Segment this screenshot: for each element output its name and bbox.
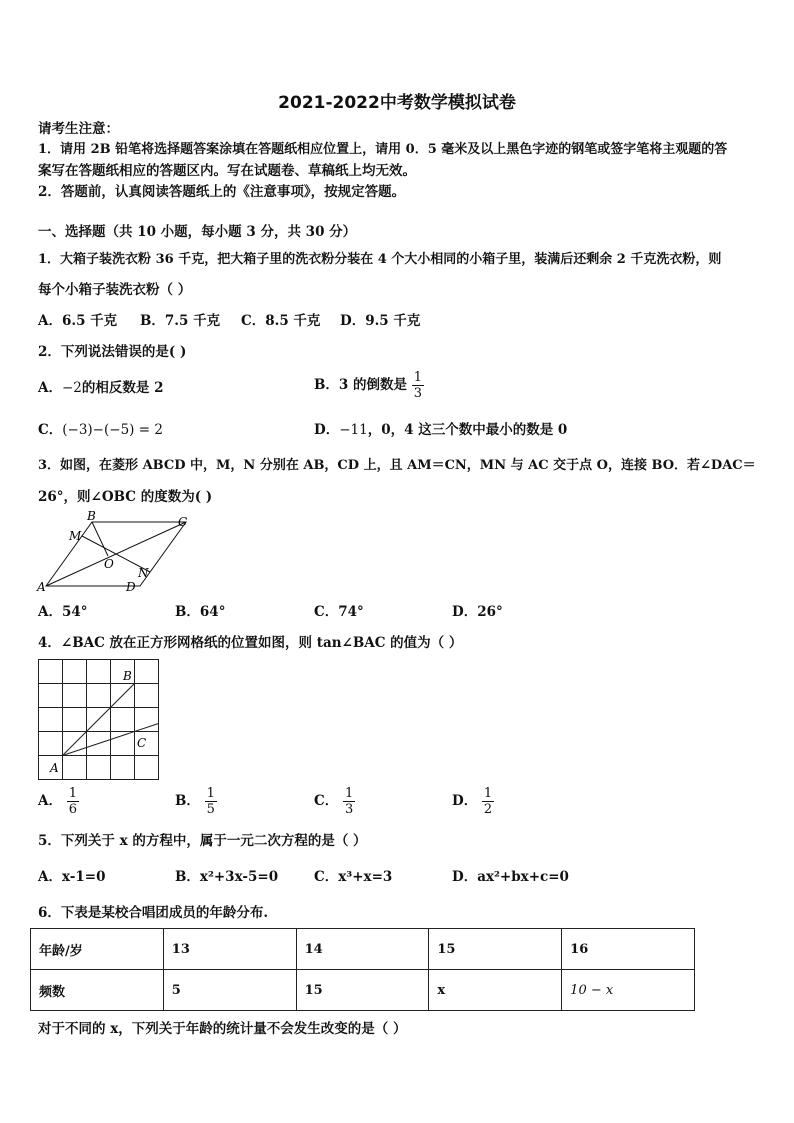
- label-b: B: [87, 510, 96, 523]
- grid-label-b: B: [123, 669, 132, 683]
- q3-stem-line-2: 26°，则∠OBC 的度数为( ): [38, 489, 213, 505]
- ray-ab: [63, 684, 135, 756]
- q4-option-c[interactable]: [314, 786, 355, 817]
- grid-label-c: C: [137, 736, 147, 750]
- table-cell: 14: [296, 929, 429, 970]
- q2-b-num: 1: [413, 370, 422, 385]
- q6-followup: 对于不同的 x，下列关于年龄的统计量不会发生改变的是（ ）: [38, 1021, 407, 1037]
- q3-option-c[interactable]: C．74°: [314, 604, 364, 620]
- q2-a-text: 的相反数是 2: [81, 380, 164, 396]
- page-title: 2021-2022中考数学模拟试卷: [278, 93, 516, 113]
- q2-b-den: 3: [413, 386, 422, 401]
- q2-d-text: ，0，4 这三个数中最小的数是 0: [367, 422, 568, 438]
- notice-line-2: 案写在答题纸相应的答题区内。写在试题卷、草稿纸上均无效。: [38, 163, 416, 179]
- q4-a-fraction: [67, 786, 79, 817]
- q2-b-text: B．3 的倒数是: [314, 377, 408, 393]
- q2-a-prefix: A．: [38, 380, 62, 396]
- table-cell: 16: [562, 929, 695, 970]
- q4-option-b[interactable]: [175, 786, 217, 817]
- q4-c-fraction: [343, 786, 355, 817]
- q5-option-d[interactable]: D．ax²+bx+c=0: [452, 869, 569, 885]
- rhombus-figure: [36, 510, 196, 596]
- q4-c-prefix: C．: [314, 793, 339, 809]
- q4-a-num: 1: [68, 786, 77, 801]
- q4-a-prefix: A．: [38, 793, 62, 809]
- q4-b-fraction: [205, 786, 217, 817]
- q4-a-den: 6: [68, 802, 77, 817]
- q2-option-c[interactable]: [38, 420, 163, 440]
- table-cell: 10 − x: [562, 970, 695, 1011]
- q4-option-d[interactable]: [452, 786, 494, 817]
- q3-stem-line-1: 3．如图，在菱形 ABCD 中，M，N 分别在 AB，CD 上，且 AM＝CN，MN 与 AC 交于点 O，连接 BO．若∠DAC＝: [38, 458, 756, 473]
- q1-option-a[interactable]: A．6.5 千克: [38, 313, 118, 329]
- q6-stem: 6．下表是某校合唱团成员的年龄分布.: [38, 905, 269, 921]
- q4-b-prefix: B．: [175, 793, 200, 809]
- q2-d-prefix: D．: [314, 422, 340, 438]
- q1-option-d[interactable]: D．9.5 千克: [340, 313, 421, 329]
- q2-option-d[interactable]: [314, 420, 567, 440]
- q2-option-a[interactable]: [38, 378, 163, 398]
- notice-line-1: 1．请用 2B 铅笔将选择题答案涂填在答题纸相应位置上，请用 0．5 毫米及以上黑色字迹的钢笔或签字笔将主观题的答: [38, 142, 728, 157]
- q2-a-math: −2: [61, 380, 82, 396]
- q1-stem-line-1: 1．大箱子装洗衣粉 36 千克，把大箱子里的洗衣粉分装在 4 个大小相同的小箱子里，装满后还剩余 2 千克洗衣粉，则: [38, 252, 722, 267]
- table-cell: 频数: [31, 970, 164, 1011]
- q1-stem-line-2: 每个小箱子装洗衣粉（ ）: [38, 282, 192, 298]
- q4-stem: 4．∠BAC 放在正方形网格纸的位置如图，则 tan∠BAC 的值为（ ）: [38, 635, 463, 651]
- age-distribution-table: [30, 928, 695, 1011]
- table-cell: 15: [429, 929, 562, 970]
- table-cell: x: [429, 970, 562, 1011]
- table-cell: 5: [163, 970, 296, 1011]
- q4-d-num: 1: [483, 786, 493, 801]
- q4-b-num: 1: [206, 786, 215, 801]
- label-o: O: [104, 557, 114, 571]
- q4-d-fraction: [482, 786, 494, 817]
- table-row: [31, 970, 695, 1011]
- notice-line-3: 2．答题前，认真阅读答题纸上的《注意事项》，按规定答题。: [38, 184, 406, 200]
- q3-option-d[interactable]: D．26°: [452, 604, 503, 620]
- q2-c-math: (−3)−(−5) = 2: [62, 422, 163, 438]
- q5-option-b[interactable]: B．x²+3x-5=0: [175, 869, 279, 885]
- q1-option-b[interactable]: B．7.5 千克: [140, 313, 221, 329]
- grid-figure: [38, 659, 160, 781]
- label-d: D: [126, 580, 136, 594]
- label-a: A: [37, 580, 46, 594]
- notice-heading: 请考生注意：: [38, 121, 119, 137]
- label-m: M: [69, 529, 82, 543]
- q4-d-den: 2: [483, 802, 493, 817]
- q2-option-b[interactable]: [314, 370, 424, 401]
- q4-option-a[interactable]: [38, 786, 79, 817]
- q1-option-c[interactable]: C．8.5 千克: [241, 313, 321, 329]
- q5-stem: 5．下列关于 x 的方程中，属于一元二次方程的是（ ）: [38, 833, 367, 849]
- table-cell: 13: [163, 929, 296, 970]
- table-cell: 15: [296, 970, 429, 1011]
- q5-option-a[interactable]: A．x-1=0: [38, 869, 106, 885]
- q2-b-fraction: [412, 370, 424, 401]
- q4-c-den: 3: [344, 802, 354, 817]
- grid-label-a: A: [50, 761, 59, 775]
- q3-option-b[interactable]: B．64°: [175, 604, 226, 620]
- q2-d-math: −11: [339, 422, 368, 438]
- label-c: C: [178, 515, 188, 529]
- q2-c-prefix: C．: [38, 422, 63, 438]
- q5-option-c[interactable]: C．x³+x=3: [314, 869, 393, 885]
- segment-bo: [92, 522, 108, 556]
- q4-d-prefix: D．: [452, 793, 478, 809]
- table-row: [31, 929, 695, 970]
- q4-b-den: 5: [206, 802, 215, 817]
- label-n: N: [138, 566, 149, 580]
- q4-c-num: 1: [344, 786, 354, 801]
- q3-option-a[interactable]: A．54°: [38, 604, 88, 620]
- table-cell: 年龄/岁: [31, 929, 164, 970]
- section-heading: 一、选择题（共 10 小题，每小题 3 分，共 30 分）: [38, 224, 357, 240]
- q2-stem: 2．下列说法错误的是( ): [38, 344, 187, 360]
